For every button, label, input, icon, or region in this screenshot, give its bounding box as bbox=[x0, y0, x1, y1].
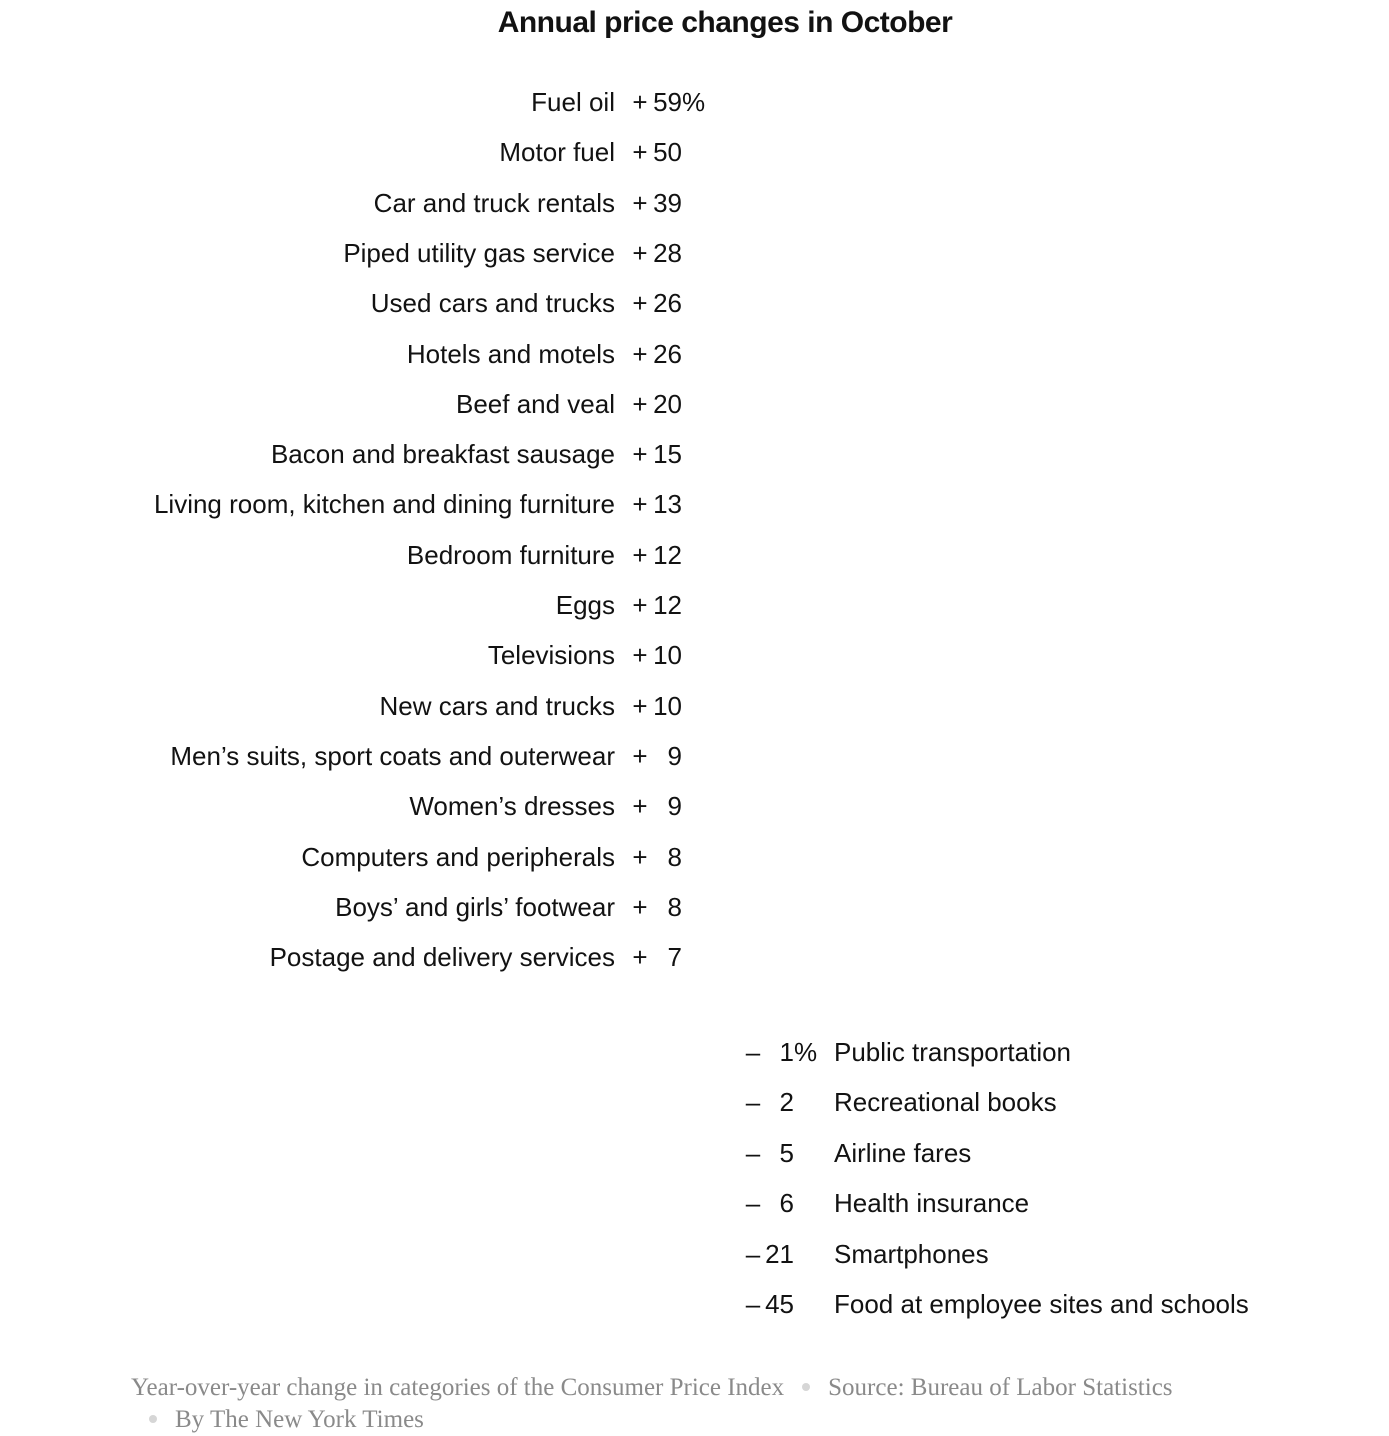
increase-sign: + bbox=[632, 339, 648, 369]
increase-sign: + bbox=[632, 590, 648, 620]
footer-source: Source: Bureau of Labor Statistics bbox=[828, 1374, 1173, 1401]
decrease-sign: – bbox=[745, 1087, 761, 1117]
increase-sign: + bbox=[632, 842, 648, 872]
increase-value: 15 bbox=[653, 439, 682, 469]
percent-unit: % bbox=[682, 87, 706, 117]
increase-category-label: Bedroom furniture bbox=[406, 540, 615, 570]
increase-value: 7 bbox=[667, 942, 682, 972]
increase-value: 59 bbox=[653, 87, 682, 117]
increase-sign: + bbox=[632, 137, 648, 167]
separator-dot bbox=[802, 1383, 810, 1391]
decrease-category-label: Recreational books bbox=[834, 1087, 1057, 1117]
decrease-sign: – bbox=[745, 1138, 761, 1168]
decrease-category-label: Health insurance bbox=[834, 1188, 1030, 1218]
increase-sign: + bbox=[632, 439, 648, 469]
decrease-sign: – bbox=[745, 1037, 761, 1067]
increase-value: 12 bbox=[653, 540, 682, 570]
decrease-category-label: Public transportation bbox=[834, 1037, 1072, 1067]
increase-value: 10 bbox=[653, 691, 682, 721]
decrease-category-label: Food at employee sites and schools bbox=[834, 1289, 1249, 1319]
increase-value: 50 bbox=[653, 137, 682, 167]
increase-sign: + bbox=[632, 188, 648, 218]
decrease-value: 21 bbox=[765, 1239, 794, 1269]
increase-sign: + bbox=[632, 791, 648, 821]
increase-value: 13 bbox=[653, 489, 682, 519]
increase-sign: + bbox=[632, 389, 648, 419]
separator-dot bbox=[149, 1415, 157, 1423]
increase-value: 8 bbox=[667, 892, 682, 922]
decrease-category-label: Smartphones bbox=[834, 1239, 989, 1269]
percent-unit: % bbox=[794, 1037, 818, 1067]
increase-category-label: Bacon and breakfast sausage bbox=[270, 439, 615, 469]
decrease-value: 1 bbox=[779, 1037, 794, 1067]
increase-category-label: Fuel oil bbox=[531, 87, 615, 117]
increase-category-label: Computers and peripherals bbox=[301, 842, 615, 872]
chart-footer bbox=[131, 1372, 1211, 1436]
increase-value: 9 bbox=[667, 791, 682, 821]
increase-sign: + bbox=[632, 741, 648, 771]
increase-sign: + bbox=[632, 892, 648, 922]
decrease-value: 6 bbox=[779, 1188, 794, 1218]
increase-category-label: Car and truck rentals bbox=[373, 188, 615, 218]
increase-value: 12 bbox=[653, 590, 682, 620]
increase-value: 10 bbox=[653, 640, 682, 670]
chart-title: Annual price changes in October bbox=[497, 6, 953, 39]
decrease-value: 5 bbox=[779, 1138, 794, 1168]
increase-sign: + bbox=[632, 87, 648, 117]
increase-sign: + bbox=[632, 540, 648, 570]
increase-category-label: Motor fuel bbox=[499, 137, 615, 167]
decrease-value: 2 bbox=[779, 1087, 794, 1117]
increase-value: 26 bbox=[653, 288, 682, 318]
footer-credit: By The New York Times bbox=[175, 1406, 424, 1433]
increase-value: 26 bbox=[653, 339, 682, 369]
increase-category-label: Used cars and trucks bbox=[370, 288, 615, 318]
increase-category-label: Men’s suits, sport coats and outerwear bbox=[170, 741, 615, 771]
increase-category-label: Boys’ and girls’ footwear bbox=[335, 892, 615, 922]
decrease-sign: – bbox=[745, 1188, 761, 1218]
increase-category-label: New cars and trucks bbox=[379, 691, 615, 721]
increase-sign: + bbox=[632, 238, 648, 268]
decrease-value: 45 bbox=[765, 1289, 794, 1319]
increase-value: 9 bbox=[667, 741, 682, 771]
increase-value: 39 bbox=[653, 188, 682, 218]
increase-value: 20 bbox=[653, 389, 682, 419]
increase-category-label: Living room, kitchen and dining furniture bbox=[153, 489, 615, 519]
increase-category-label: Piped utility gas service bbox=[343, 238, 615, 268]
increase-sign: + bbox=[632, 942, 648, 972]
increase-category-label: Women’s dresses bbox=[409, 791, 615, 821]
increase-value: 28 bbox=[653, 238, 682, 268]
footer-note: Year-over-year change in categories of the Consumer Price Index bbox=[131, 1374, 785, 1401]
increase-sign: + bbox=[632, 640, 648, 670]
increase-category-label: Hotels and motels bbox=[406, 339, 615, 369]
increase-category-label: Beef and veal bbox=[455, 389, 615, 419]
increase-sign: + bbox=[632, 691, 648, 721]
increase-category-label: Televisions bbox=[487, 640, 615, 670]
increase-value: 8 bbox=[667, 842, 682, 872]
decrease-category-label: Airline fares bbox=[834, 1138, 972, 1168]
increase-sign: + bbox=[632, 288, 648, 318]
increase-category-label: Eggs bbox=[555, 590, 615, 620]
increase-sign: + bbox=[632, 489, 648, 519]
decrease-sign: – bbox=[745, 1239, 761, 1269]
decrease-sign: – bbox=[745, 1289, 761, 1319]
increase-category-label: Postage and delivery services bbox=[269, 942, 615, 972]
